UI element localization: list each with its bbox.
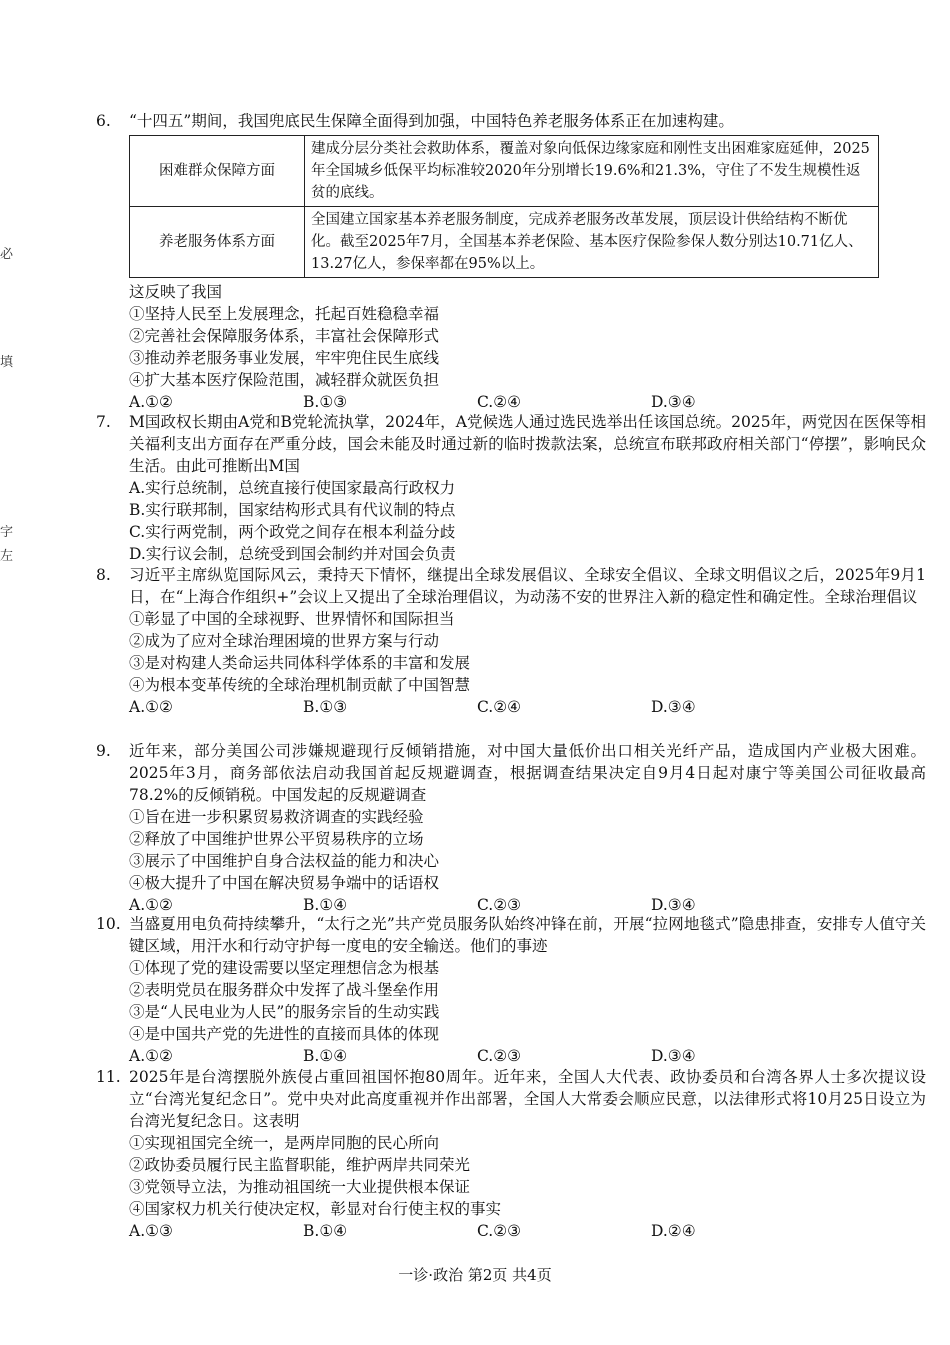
- option: ④扩大基本医疗保险范围，减轻群众就医负担: [129, 371, 440, 389]
- table-row-head: 养老服务体系方面: [130, 207, 305, 278]
- option: ③是对构建人类命运共同体科学体系的丰富和发展: [129, 654, 471, 672]
- choice-d[interactable]: D.③④: [651, 1047, 696, 1065]
- question-number: 10.: [96, 915, 121, 933]
- option: ①坚持人民至上发展理念，托起百姓稳稳幸福: [129, 305, 440, 323]
- question-8: [96, 564, 926, 718]
- option[interactable]: B.实行联邦制，国家结构形式具有代议制的特点: [129, 501, 456, 519]
- choice-d[interactable]: D.②④: [651, 1222, 696, 1240]
- option: ①体现了党的建设需要以坚定理想信念为根基: [129, 959, 440, 977]
- option: ②成为了应对全球治理困境的世界方案与行动: [129, 632, 440, 650]
- option[interactable]: A.实行总统制，总统直接行使国家最高行政权力: [129, 479, 456, 497]
- option: ④极大提升了中国在解决贸易争端中的话语权: [129, 874, 440, 892]
- margin-mark: 必: [0, 247, 14, 262]
- info-table: [129, 135, 879, 278]
- option: ③是“人民电业为人民”的服务宗旨的生动实践: [129, 1003, 440, 1021]
- question-7: [96, 411, 926, 565]
- option: ④为根本变革传统的全球治理机制贡献了中国智慧: [129, 676, 471, 694]
- choice-a[interactable]: A.①②: [129, 393, 173, 411]
- page-footer: 一诊·政治 第2页 共4页: [398, 1266, 552, 1284]
- choice-b[interactable]: B.①④: [303, 1047, 348, 1065]
- answer-choices: [129, 1045, 926, 1067]
- choice-c[interactable]: C.②③: [477, 1222, 522, 1240]
- option: ②释放了中国维护世界公平贸易秩序的立场: [129, 830, 424, 848]
- choice-a[interactable]: A.①②: [129, 698, 173, 716]
- option: ①实现祖国完全统一，是两岸同胞的民心所向: [129, 1134, 440, 1152]
- choice-a[interactable]: A.①②: [129, 896, 173, 914]
- option[interactable]: D.实行议会制，总统受到国会制约并对国会负责: [129, 545, 456, 563]
- choice-a[interactable]: A.①③: [129, 1222, 173, 1240]
- option[interactable]: C.实行两党制，两个政党之间存在根本利益分歧: [129, 523, 456, 541]
- choice-b[interactable]: B.①③: [303, 698, 348, 716]
- table-row-text: 全国建立国家基本养老服务制度，完成养老服务改革发展，顶层设计供给结构不断优化。截至2025年7月，全国基本养老保险、基本医疗保险参保人数分别达10.71亿人、13.27亿人，参保率都在95%以上。: [305, 207, 879, 278]
- answer-choices: [129, 1220, 926, 1242]
- answer-choices: [129, 391, 926, 413]
- table-row-text: 建成分层分类社会救助体系，覆盖对象向低保边缘家庭和刚性支出困难家庭延伸，2025年全国城乡低保平均标准较2020年分别增长19.6%和21.3%，守住了不发生规模性返贫的底线。: [305, 136, 879, 207]
- choice-c[interactable]: C.②③: [477, 896, 522, 914]
- question-number: 8.: [96, 566, 111, 584]
- choice-c[interactable]: C.②③: [477, 1047, 522, 1065]
- question-stem: 近年来，部分美国公司涉嫌规避现行反倾销措施，对中国大量低价出口相关光纤产品，造成国内产业极大困难。2025年3月，商务部依法启动我国首起反规避调查，根据调查结果决定自9月4日起对康宁等美国公司征收最高78.2%的反倾销税。中国发起的反规避调查: [129, 742, 926, 804]
- question-6: [96, 110, 926, 413]
- option: ①彰显了中国的全球视野、世界情怀和国际担当: [129, 610, 455, 628]
- choice-a[interactable]: A.①②: [129, 1047, 173, 1065]
- question-stem: 当盛夏用电负荷持续攀升，“太行之光”共产党员服务队始终冲锋在前，开展“拉网地毯式”隐患排查，安排专人值守关键区域，用汗水和行动守护每一度电的安全输送。他们的事迹: [129, 915, 926, 955]
- question-9: [96, 740, 926, 916]
- option: ②表明党员在服务群众中发挥了战斗堡垒作用: [129, 981, 440, 999]
- choice-d[interactable]: D.③④: [651, 896, 696, 914]
- question-stem: “十四五”期间，我国兜底民生保障全面得到加强，中国特色养老服务体系正在加速构建。: [129, 112, 734, 130]
- table-row: [130, 207, 879, 278]
- question-10: [96, 913, 926, 1067]
- choice-b[interactable]: B.①④: [303, 1222, 348, 1240]
- question-prompt: 这反映了我国: [129, 283, 223, 301]
- question-number: 9.: [96, 742, 111, 760]
- option: ④是中国共产党的先进性的直接而具体的体现: [129, 1025, 440, 1043]
- option: ③党领导立法，为推动祖国统一大业提供根本保证: [129, 1178, 471, 1196]
- margin-mark: 字: [0, 525, 14, 540]
- question-stem: 2025年是台湾摆脱外族侵占重回祖国怀抱80周年。近年来，全国人大代表、政协委员和台湾各界人士多次提议设立“台湾光复纪念日”。党中央对此高度重视并作出部署，全国人大常委会顺应民意，以法律形式将10月25日设立为台湾光复纪念日。这表明: [129, 1068, 926, 1130]
- answer-choices: [129, 696, 926, 718]
- choice-c[interactable]: C.②④: [477, 393, 522, 411]
- choice-b[interactable]: B.①③: [303, 393, 348, 411]
- question-number: 7.: [96, 413, 111, 431]
- option: ④国家权力机关行使决定权，彰显对台行使主权的事实: [129, 1200, 502, 1218]
- margin-mark: 左: [0, 549, 14, 564]
- choice-c[interactable]: C.②④: [477, 698, 522, 716]
- table-row: [130, 136, 879, 207]
- question-number: 11.: [96, 1068, 121, 1086]
- question-stem: M国政权长期由A党和B党轮流执掌，2024年，A党候选人通过选民选举出任该国总统。2025年，两党因在医保等相关福利支出方面存在严重分歧，国会未能及时通过新的临时拨款法案，总统宣布联邦政府相关部门“停摆”，影响民众生活。由此可推断出M国: [129, 413, 926, 475]
- option: ①旨在进一步积累贸易救济调查的实践经验: [129, 808, 424, 826]
- option: ③推动养老服务事业发展，牢牢兜住民生底线: [129, 349, 440, 367]
- choice-d[interactable]: D.③④: [651, 393, 696, 411]
- margin-mark: 填: [0, 355, 14, 370]
- question-stem: 习近平主席纵览国际风云，秉持天下情怀，继提出全球发展倡议、全球安全倡议、全球文明倡议之后，2025年9月1日，在“上海合作组织+”会议上又提出了全球治理倡议，为动荡不安的世界注入新的稳定性和确定性。全球治理倡议: [129, 566, 926, 606]
- option: ②政协委员履行民主监督职能，维护两岸共同荣光: [129, 1156, 471, 1174]
- question-11: [96, 1066, 926, 1242]
- option: ③展示了中国维护自身合法权益的能力和决心: [129, 852, 440, 870]
- choice-d[interactable]: D.③④: [651, 698, 696, 716]
- question-number: 6.: [96, 112, 111, 130]
- table-row-head: 困难群众保障方面: [130, 136, 305, 207]
- choice-b[interactable]: B.①④: [303, 896, 348, 914]
- option: ②完善社会保障服务体系，丰富社会保障形式: [129, 327, 440, 345]
